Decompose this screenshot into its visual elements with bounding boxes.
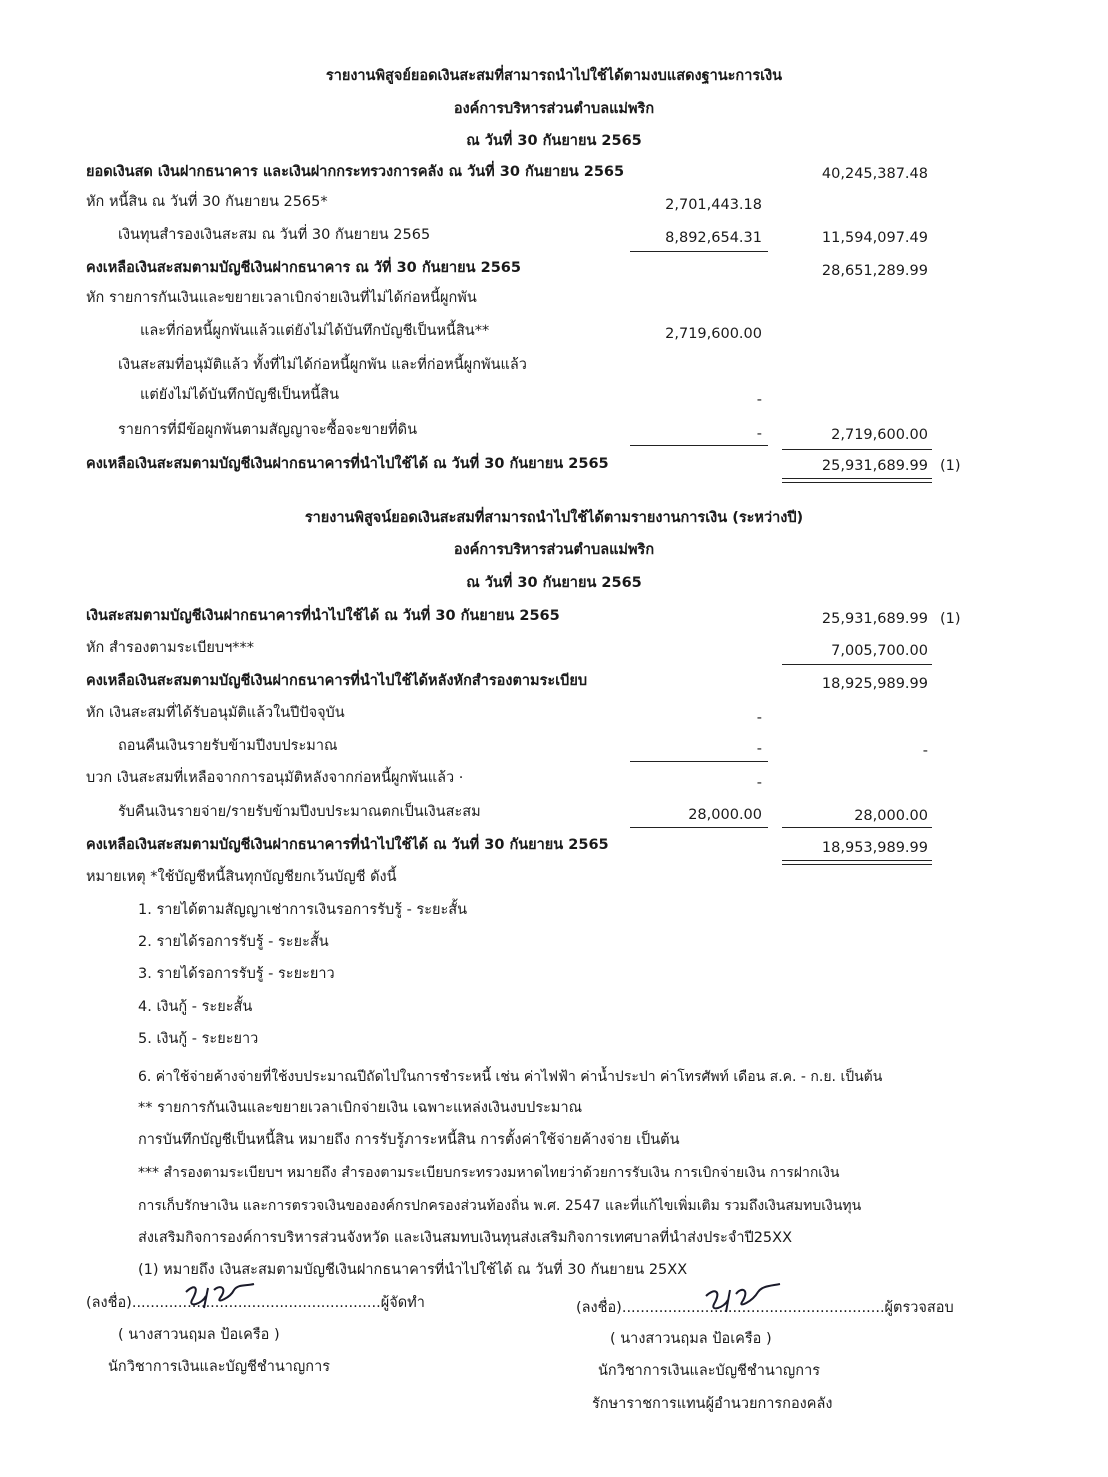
note-line: การเก็บรักษาเงิน และการตรวจเงินขององค์กรปกครองส่วนท้องถิ่น พ.ศ. 2547 และที่แก้ไขเพิ่มเติม รวมถึงเงินสมทบเงินทุน (138, 1198, 862, 1214)
signature-mark-preparer (180, 1278, 260, 1312)
note-line: หมายเหตุ *ใช้บัญชีหนี้สินทุกบัญชียกเว้นบัญชี ดังนี้ (86, 869, 397, 885)
note-line: *** สำรองตามระเบียบฯ หมายถึง สำรองตามระเบียบกระทรวงมหาดไทยว่าด้วยการรับเงิน การเบิกจ่ายเงิน การฝากเงิน (138, 1165, 840, 1181)
report1-org: องค์การบริหารส่วนตำบลแม่พริก (453, 101, 655, 117)
r2-row-label: หัก เงินสะสมที่ได้รับอนุมัติแล้วในปีปัจจุบัน (86, 705, 345, 721)
signature-line-preparer: (ลงชื่อ)......................................................ผู้จัดทำ (86, 1295, 425, 1311)
r2-row-amount: - (756, 775, 762, 791)
report2-date: ณ วันที่ 30 กันยายน 2565 (466, 575, 642, 591)
double-underline (782, 478, 932, 483)
r2-row-label: หัก สำรองตามระเบียบฯ*** (86, 640, 254, 656)
report2-title: รายงานพิสูจน์ยอดเงินสะสมที่สามารถนำไปใช้ได้ตามรายงานการเงิน (ระหว่างปี) (304, 510, 804, 526)
underline (782, 449, 932, 450)
note-line: ส่งเสริมกิจการองค์การบริหารส่วนจังหวัด และเงินสมทบเงินทุนส่งเสริมกิจการเทศบาลที่นำส่งประจำปี25XX (138, 1230, 793, 1246)
report1-date: ณ วันที่ 30 กันยายน 2565 (466, 133, 642, 149)
r1-row-label: คงเหลือเงินสะสมตามบัญชีเงินฝากธนาคาร ณ วัที่ 30 กันยายน 2565 (86, 260, 521, 276)
r2-row-label: เงินสะสมตามบัญชีเงินฝากธนาคารที่นำไปใช้ได้ ณ วันที่ 30 กันยายน 2565 (86, 608, 560, 624)
r1-row-value: 2,719,600.00 (831, 427, 928, 443)
r1-row-amount: - (756, 426, 762, 442)
note-line: 5. เงินกู้ - ระยะยาว (138, 1031, 259, 1047)
r1-row-label: แต่ยังไม่ได้บันทึกบัญชีเป็นหนี้สิน (140, 387, 340, 403)
r2-row-label: รับคืนเงินรายจ่าย/รายรับข้ามปีงบประมาณตกเป็นเงินสะสม (118, 804, 481, 820)
reviewer-acting-position: รักษาราชการแทนผู้อำนวยการกองคลัง (592, 1396, 833, 1412)
r2-row-label: คงเหลือเงินสะสมตามบัญชีเงินฝากธนาคารที่นำไปใช้ได้หลังหักสำรองตามระเบียบ (86, 673, 588, 689)
r1-row-label: ยอดเงินสด เงินฝากธนาคาร และเงินฝากกระทรวงการคลัง ณ วันที่ 30 กันยายน 2565 (86, 164, 625, 180)
r2-row-label: คงเหลือเงินสะสมตามบัญชีเงินฝากธนาคารที่นำไปใช้ได้ ณ วันที่ 30 กันยายน 2565 (86, 837, 609, 853)
r1-row-amount: - (756, 392, 762, 408)
note-line: 2. รายได้รอการรับรู้ - ระยะสั้น (138, 934, 329, 950)
note-line: 1. รายได้ตามสัญญาเช่าการเงินรอการรับรู้ - ระยะสั้น (138, 902, 468, 918)
r2-row-label: ถอนคืนเงินรายรับข้ามปีงบประมาณ (118, 738, 338, 754)
r2-row-value: - (922, 743, 928, 759)
r1-row-value: 40,245,387.48 (821, 166, 928, 182)
note-line: ** รายการกันเงินและขยายเวลาเบิกจ่ายเงิน เฉพาะแหล่งเงินงบประมาณ (138, 1100, 583, 1116)
footnote-marker: (1) (940, 458, 961, 474)
double-underline (782, 860, 932, 865)
r2-row-value: 25,931,689.99 (821, 611, 928, 627)
r1-row-label: เงินสะสมที่อนุมัติแล้ว ทั้งที่ไม่ได้ก่อหนี้ผูกพัน และที่ก่อหนี้ผูกพันแล้ว (118, 357, 527, 373)
underline (630, 827, 768, 828)
r1-row-label: คงเหลือเงินสะสมตามบัญชีเงินฝากธนาคารที่นำไปใช้ได้ ณ วันที่ 30 กันยายน 2565 (86, 456, 609, 472)
r1-row-amount: 2,719,600.00 (665, 326, 762, 342)
reviewer-name: ( นางสาวนฤมล ป้อเครือ ) (610, 1331, 772, 1347)
r1-row-value: 25,931,689.99 (821, 458, 928, 474)
r1-row-amount: 2,701,443.18 (665, 197, 762, 213)
preparer-name: ( นางสาวนฤมล ป้อเครือ ) (118, 1327, 280, 1343)
reviewer-position: นักวิชาการเงินและบัญชีชำนาญการ (598, 1363, 820, 1379)
note-line: (1) หมายถึง เงินสะสมตามบัญชีเงินฝากธนาคารที่นำไปใช้ได้ ณ วันที่ 30 กันยายน 25XX (138, 1262, 688, 1278)
note-line: 4. เงินกู้ - ระยะสั้น (138, 999, 253, 1015)
underline (782, 827, 932, 828)
underline (630, 761, 768, 762)
preparer-position: นักวิชาการเงินและบัญชีชำนาญการ (108, 1359, 330, 1375)
r1-row-value: 28,651,289.99 (821, 263, 928, 279)
signature-mark-reviewer (700, 1280, 784, 1316)
r2-row-label: บวก เงินสะสมที่เหลือจากการอนุมัติหลังจากก่อหนี้ผูกพันแล้ว · (86, 770, 464, 786)
r2-row-value: 28,000.00 (854, 808, 928, 824)
r1-row-label: และที่ก่อหนี้ผูกพันแล้วแต่ยังไม่ได้บันทึกบัญชีเป็นหนี้สิน** (140, 323, 490, 339)
r1-row-amount: 8,892,654.31 (665, 230, 762, 246)
note-line: การบันทึกบัญชีเป็นหนี้สิน หมายถึง การรับรู้ภาระหนี้สิน การตั้งค่าใช้จ่ายค้างจ่าย เป็นต้น (138, 1132, 680, 1148)
underline (630, 251, 768, 252)
r2-row-value: 18,925,989.99 (821, 676, 928, 692)
note-line: 6. ค่าใช้จ่ายค้างจ่ายที่ใช้งบประมาณปีถัดไปในการชำระหนี้ เช่น ค่าไฟฟ้า ค่าน้ำประปา ค่าโทรศัพท์ เดือน ส.ค. - ก.ย. เป็นต้น (138, 1069, 883, 1085)
underline (782, 664, 932, 665)
r1-row-label: เงินทุนสำรองเงินสะสม ณ วันที่ 30 กันยายน 2565 (118, 227, 431, 243)
note-line: 3. รายได้รอการรับรู้ - ระยะยาว (138, 966, 335, 982)
signature-line-reviewer: (ลงชื่อ).........................................................ผู้ตรวจสอบ (576, 1300, 954, 1316)
r1-row-value: 11,594,097.49 (821, 230, 928, 246)
report1-title: รายงานพิสูจย์ยอดเงินสะสมที่สามารถนำไปใช้ได้ตามงบแสดงฐานะการเงิน (325, 68, 783, 84)
r2-row-amount: 28,000.00 (688, 807, 762, 823)
footnote-marker: (1) (940, 611, 961, 627)
r2-row-value: 18,953,989.99 (821, 840, 928, 856)
r1-row-label: รายการที่มีข้อผูกพันตามสัญญาจะซื้อจะขายที่ดิน (118, 422, 417, 438)
r2-row-amount: - (756, 741, 762, 757)
r2-row-value: 7,005,700.00 (831, 643, 928, 659)
r1-row-label: หัก หนี้สิน ณ วันที่ 30 กันยายน 2565* (86, 194, 328, 210)
r2-row-amount: - (756, 710, 762, 726)
r1-row-label: หัก รายการกันเงินและขยายเวลาเบิกจ่ายเงินที่ไม่ได้ก่อหนี้ผูกพัน (86, 290, 477, 306)
underline (630, 445, 768, 446)
report2-org: องค์การบริหารส่วนตำบลแม่พริก (453, 542, 655, 558)
